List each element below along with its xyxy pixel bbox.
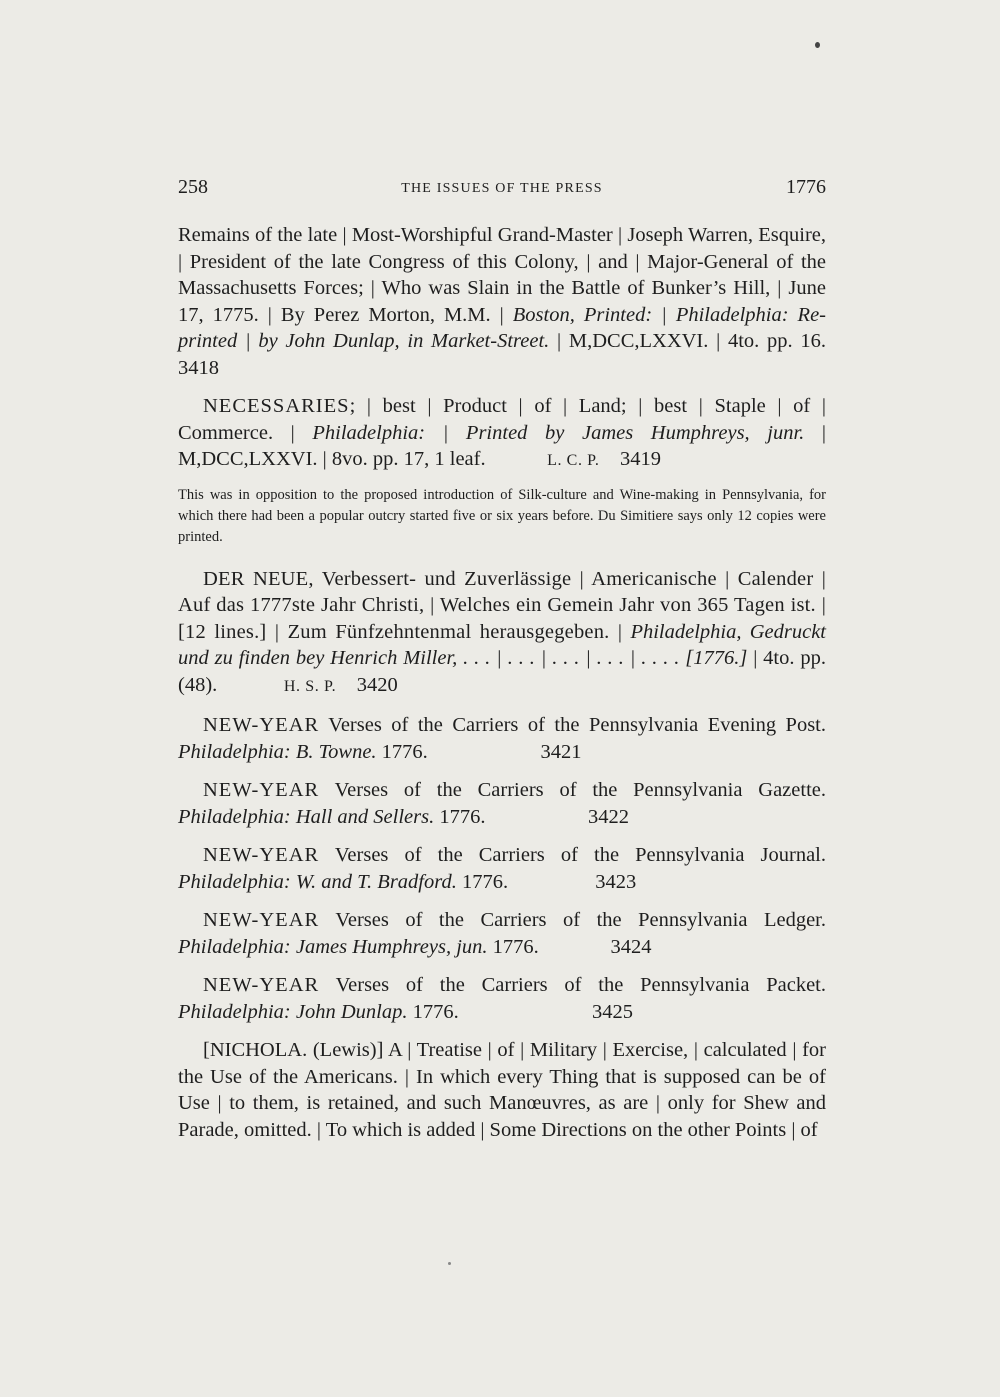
entry-date: 1776.	[381, 740, 428, 763]
entry-3419	[178, 393, 826, 475]
entry-imprint: Philadelphia: James Humphreys, jun.	[178, 935, 488, 958]
page-number: 258	[178, 176, 208, 198]
entry-number: 3420	[356, 673, 398, 696]
entry-title: NECESSARIES	[203, 395, 350, 417]
entry-imprint: Philadelphia: Hall and Sellers.	[178, 805, 435, 828]
entry-text: Verses of the Carriers of the Pennsylvania Gazette.	[319, 779, 826, 801]
running-header	[178, 176, 826, 206]
entry-note: This was in opposition to the proposed introduction of Silk-culture and Wine-making in Pennsylvania, for which there had been a popular outcry started five or six years before. Du Simitiere says only 12 copies were printed.	[178, 486, 826, 545]
entry-number: 3418	[178, 356, 219, 379]
ink-speck	[448, 1262, 451, 1265]
entry-date: 1776.	[412, 1000, 459, 1023]
entry-number: 3422	[587, 805, 629, 828]
page-body	[178, 222, 826, 1155]
entry-text: Remains of the late | Most-Worshipful Grand-Master | Joseph Warren, Esquire, | President of the late Congress of this Colony, | and | Major-General of the Massachusetts Forces; | Who was Slain in the Battle of Bunker’s Hill, | June 17, 1775. | By Perez Morton, M.M. |	[178, 224, 826, 326]
entry-text: Verses of the Carriers of the Pennsylvania Evening Post.	[319, 714, 826, 736]
entry-number: 3424	[610, 935, 652, 958]
entry-date: 1776.	[461, 870, 509, 893]
entry-number: 3425	[591, 1000, 633, 1023]
entry-number: 3423	[595, 870, 637, 893]
entry-title: NEW-YEAR	[203, 714, 320, 736]
entry-3423	[178, 842, 826, 895]
entry-nichola	[178, 1037, 826, 1143]
entry-3418	[178, 222, 826, 381]
entry-title: [NICHOLA. (Lewis)]	[203, 1039, 384, 1061]
entry-imprint: Philadelphia: John Dunlap.	[178, 1000, 408, 1023]
ink-speck	[815, 42, 820, 48]
running-title: THE ISSUES OF THE PRESS	[401, 181, 603, 196]
entry-3420	[178, 566, 826, 701]
entry-text: A | Treatise | of | Military | Exercise, | calculated | for the Use of the Americans. | In which every Thing that is supposed can be of Use | to them, is retained, and such Manœuvres, as are | only for Shew and Parade, omitted. | To which is added | Some Directions on the other Points | of	[178, 1039, 826, 1141]
entry-text: ; | best | Product | of | Land; | best | Staple | of | Commerce. |	[178, 395, 826, 444]
entry-imprint: Philadelphia: | Printed by James Humphreys, junr.	[312, 421, 805, 444]
entry-date: 1776.	[492, 935, 539, 958]
entry-title: NEW-YEAR	[203, 844, 320, 866]
entry-imprint: Philadelphia, Gedruckt und zu finden bey Henrich Miller, . . . | . . . | . . . | . . . | . . . . [1776.]	[178, 620, 826, 669]
entry-text: Verses of the Carriers of the Pennsylvania Packet.	[319, 974, 826, 996]
entry-imprint: Philadelphia: B. Towne.	[178, 740, 377, 763]
entry-locations: L. C. P.	[547, 452, 600, 469]
entry-3424	[178, 907, 826, 960]
entry-title: NEW-YEAR	[203, 974, 320, 996]
entry-title: NEW-YEAR	[203, 909, 320, 931]
entry-text: Verses of the Carriers of the Pennsylvania Ledger.	[319, 909, 826, 931]
entry-collation: | 4to. pp. (48).	[178, 647, 826, 696]
entry-date: 1776.	[439, 805, 486, 828]
entry-collation: | M,DCC,LXXVI. | 4to. pp. 16.	[557, 330, 827, 352]
entry-3425	[178, 972, 826, 1025]
entry-collation: | M,DCC,LXXVI. | 8vo. pp. 17, 1 leaf.	[178, 421, 827, 470]
entry-number: 3421	[540, 740, 582, 763]
entry-3421	[178, 712, 826, 765]
entry-locations: H. S. P.	[283, 677, 337, 695]
entry-number: 3419	[619, 448, 661, 470]
entry-imprint: Boston, Printed: | Philadelphia: Re-printed | by John Dunlap, in Market-Street.	[178, 303, 826, 352]
entry-imprint: Philadelphia: W. and T. Bradford.	[178, 870, 457, 893]
entry-text: Verses of the Carriers of the Pennsylvania Journal.	[319, 844, 826, 866]
entry-3422	[178, 777, 826, 830]
entry-title: DER NEUE, Verbessert- und Zuverlässige | Americanische | Calender | Auf das 1777ste Jahr Christi, | Welches ein Gemein Jahr von 365 Tagen ist. | [12 lines.] | Zum Fünfzehntenmal herausgegeben. |	[178, 567, 826, 643]
entry-title: NEW-YEAR	[203, 779, 320, 801]
header-year: 1776	[786, 176, 826, 198]
